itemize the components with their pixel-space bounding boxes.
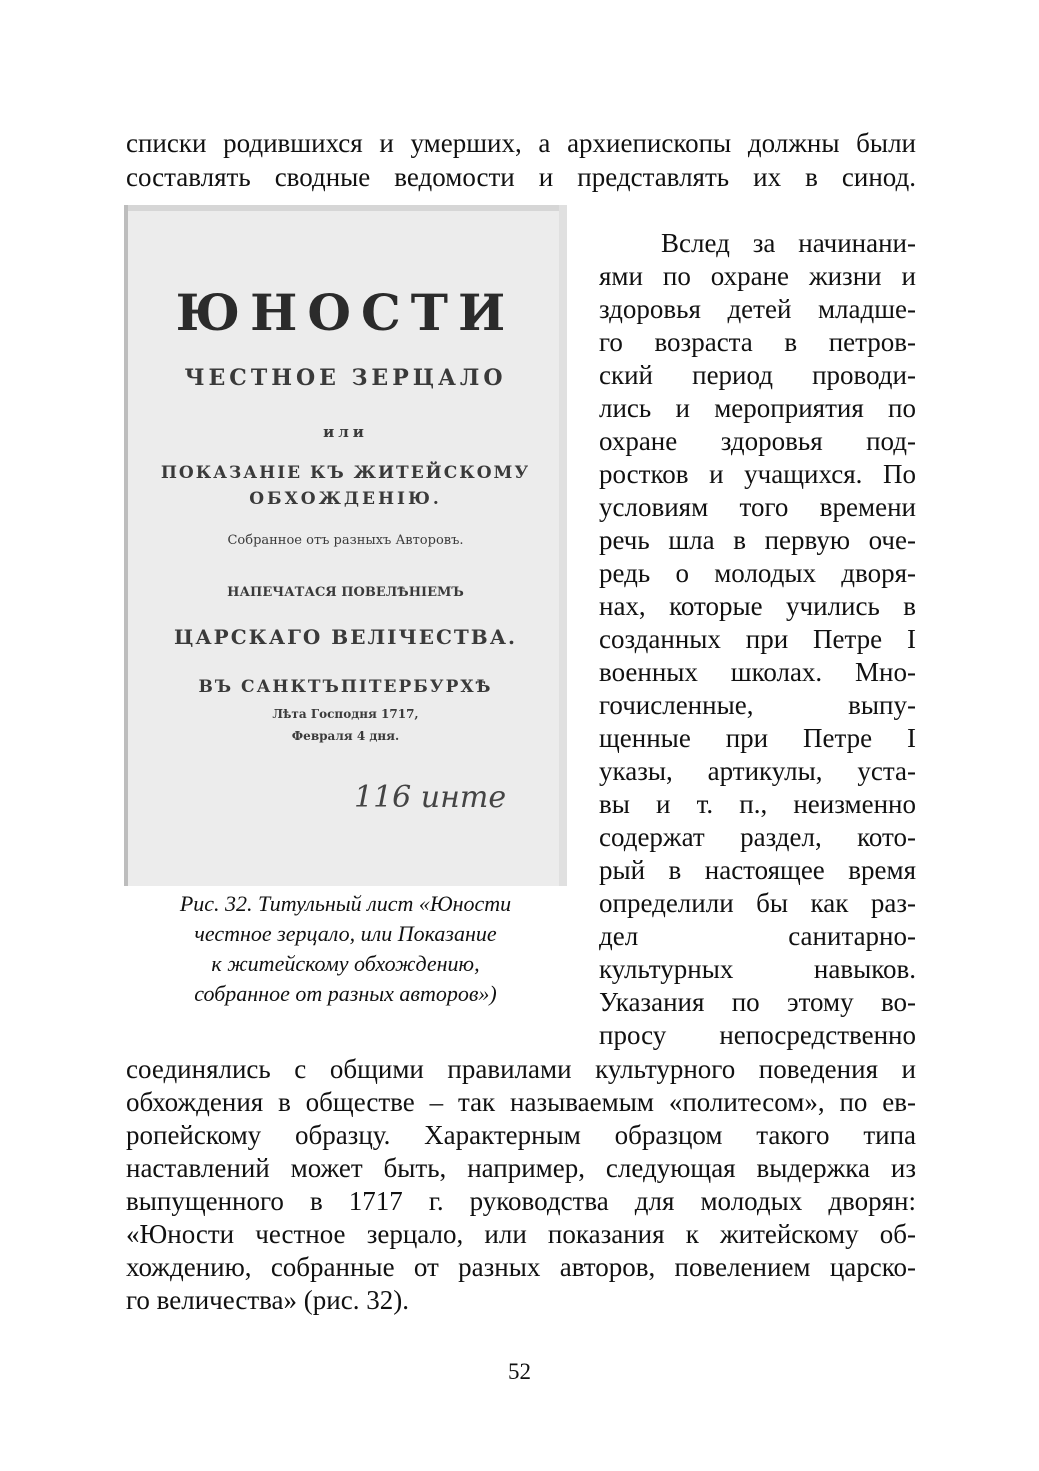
text-line: гочисленные, выпу-: [599, 690, 916, 720]
text-line: лись и мероприятия по: [599, 393, 916, 423]
figure-text-line: Собранное отъ разныхъ Авторовъ.: [227, 533, 464, 548]
text-line: военных школах. Мно-: [599, 657, 916, 687]
text-line: составлять сводные ведомости и представлять их в синод.: [126, 162, 916, 192]
text-line: Указания по этому во-: [599, 987, 916, 1017]
text-line: щенные при Петре I: [599, 723, 916, 753]
figure-title: ЮНОСТИ: [175, 283, 516, 342]
title-page-figure: [124, 205, 567, 886]
text-line: созданных при Петре I: [599, 624, 916, 654]
page-number: 52: [508, 1359, 531, 1384]
handwritten-note: 116 инте: [354, 780, 507, 815]
figure-caption-line: Рис. 32. Титульный лист «Юности: [179, 891, 512, 916]
text-line: просу непосредственно: [599, 1020, 916, 1050]
figure-caption-line: к житейскому обхождению,: [211, 951, 480, 976]
text-line: ский период проводи-: [599, 360, 916, 390]
figure-edge: [124, 205, 567, 211]
figure-text-line: Лѣта Господня 1717,: [272, 707, 419, 721]
text-line: ростков и учащихся. По: [599, 459, 916, 489]
text-line: определили бы как раз-: [599, 888, 916, 918]
figure-text-line: ОБХОЖДЕНІЮ.: [249, 489, 442, 509]
text-line: редь о молодых дворя-: [599, 558, 916, 588]
text-line: культурных навыков.: [599, 954, 916, 984]
text-line: вы и т. п., неизменно: [599, 789, 916, 819]
figure-text-line: ВЪ САНКТЪПІТЕРБУРХѢ: [198, 677, 493, 697]
text-line: условиям того времени: [599, 492, 916, 522]
text-line: рый в настоящее время: [599, 855, 916, 885]
text-line: ями по охране жизни и: [599, 261, 916, 291]
text-line: соединялись с общими правилами культурного поведения и: [126, 1054, 916, 1084]
figure-caption-line: собранное от разных авторов»): [194, 981, 497, 1006]
figure-text-line: Февраля 4 дня.: [291, 729, 400, 743]
text-line: речь шла в первую оче-: [599, 525, 916, 555]
text-line: списки родившихся и умерших, а архиепископы должны были: [126, 128, 916, 158]
text-line: Вслед за начинани-: [661, 228, 916, 258]
text-line: го величества» (рис. 32).: [126, 1285, 409, 1315]
figure-text-line: НАПЕЧАТАСЯ ПОВЕЛѢНІЕМЪ: [227, 585, 464, 600]
figure-text-line: ПОКАЗАНІЕ КЪ ЖИТЕЙСКОМУ: [160, 463, 531, 483]
text-line: нах, которые учились в: [599, 591, 916, 621]
text-line: хождению, собранные от разных авторов, повелением царско-: [126, 1252, 916, 1282]
text-line: дел санитарно-: [599, 921, 916, 951]
text-line: наставлений может быть, например, следующая выдержка из: [126, 1153, 916, 1183]
figure-text-line: ЦАРСКАГО ВЕЛІЧЕСТВА.: [174, 625, 517, 649]
text-line: го возраста в петров-: [599, 327, 916, 357]
figure-text-line: или: [323, 423, 368, 441]
text-line: выпущенного в 1717 г. руководства для молодых дворян:: [126, 1186, 916, 1216]
text-line: указы, артикулы, уста-: [599, 756, 916, 786]
figure-text-line: ЧЕСТНОЕ ЗЕРЦАЛО: [184, 365, 507, 391]
text-line: содержат раздел, кото-: [599, 822, 916, 852]
text-line: здоровья детей младше-: [599, 294, 916, 324]
text-line: «Юности честное зерцало, или показания к житейскому об-: [126, 1219, 916, 1249]
text-line: охране здоровья под-: [599, 426, 916, 456]
figure-caption-line: честное зерцало, или Показание: [194, 921, 497, 946]
text-line: обхождения в обществе – так называемым «политесом», по ев-: [126, 1087, 916, 1117]
text-line: ропейскому образцу. Характерным образцом такого типа: [126, 1120, 916, 1150]
